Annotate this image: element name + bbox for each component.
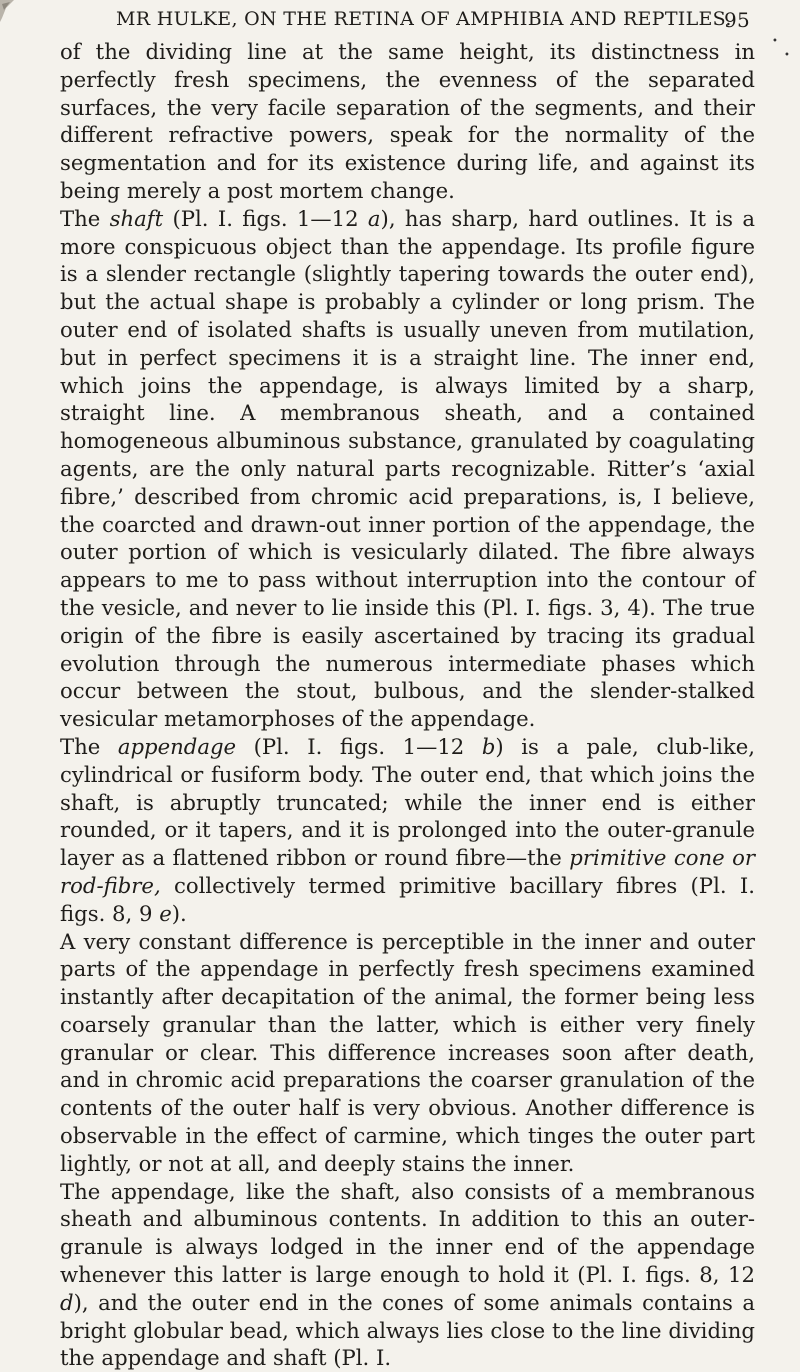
italic-term: appendage — [117, 733, 237, 759]
text-run: A very constant difference is perceptible in the inner and outer parts of the appendage in perfectly fresh specimens examined instantly after decapitation of the animal, the former being less coarsely granular than the latter, which is either very finely granular or clear. This difference increases soon after death, and in chromic acid preparations the coarser granulation of the contents of the outer half is very obvious. Another difference is observable in the effect of carmine, which tinges the outer part lightly, or not at all, and deeply stains the inner. — [60, 928, 755, 1176]
italic-term: shaft — [109, 205, 164, 231]
running-title: MR HULKE, ON THE RETINA OF AMPHIBIA AND REPTILES. — [116, 8, 732, 30]
text-run: (Pl. I. figs. 1—12 — [163, 205, 368, 231]
text-run: The — [60, 733, 118, 759]
italic-term: d — [60, 1289, 74, 1315]
paragraph — [60, 733, 755, 928]
body-text — [60, 38, 755, 1372]
text-run: ), and the outer end in the cones of some animals contains a bright globular bead, which always lies close to the line dividing the appendage and shaft (Pl. I. — [60, 1289, 755, 1371]
paragraph — [60, 205, 755, 733]
paragraph — [60, 1178, 755, 1372]
paragraph — [60, 38, 755, 205]
italic-term: a — [367, 205, 381, 231]
text-run: ), has sharp, hard outlines. It is a more conspicuous object than the appendage. Its profile figure is a slender rectangle (slightly tapering towards the outer end), but the actual shape is probably a cylinder or long prism. The outer end of isolated shafts is usually uneven from mutilation, but in perfect specimens it is a straight line. The inner end, which joins the appendage, is always limited by a sharp, straight line. A membranous sheath, and a contained homogeneous albuminous substance, granulated by coagulating agents, are the only natural parts recognizable. Ritter’s ‘axial fibre,’ described from chromic acid preparations, is, I believe, the coarcted and drawn-out inner portion of the appendage, the outer portion of which is vesicularly dilated. The fibre always appears to me to pass without interruption into the contour of the vesicle, and never to lie inside this (Pl. I. figs. 3, 4). The true origin of the fibre is easily ascertained by tracing its gradual evolution through the numerous intermediate phases which occur between the stout, bulbous, and the slender-stalked vesicular metamorphoses of the appendage. — [60, 205, 755, 732]
text-run: of the dividing line at the same height, its distinctness in perfectly fresh specimens, the evenness of the separated surfaces, the very facile separation of the segments, and their different refractive powers, speak for the normality of the segmentation and for its existence during life, and against its being merely a post mortem change. — [60, 39, 755, 203]
text-run: The — [60, 205, 110, 231]
italic-term: e — [159, 900, 172, 926]
italic-term: b — [481, 733, 496, 759]
text-run: (Pl. I. figs. 1—12 — [236, 733, 482, 759]
margin-speck: • — [784, 50, 790, 61]
text-run: ). — [171, 900, 187, 926]
text-run: ) is a pale, club-like, cylindrical or fusiform body. The outer end, that which joins the shaft, is abruptly truncated; while the inner end is either rounded, or it tapers, and it is prolonged into the outer-granule layer as a flattened ribbon or round fibre—the — [60, 733, 755, 871]
paragraph — [60, 928, 755, 1178]
page-number: 95 — [723, 8, 750, 32]
italic-term: primitive cone or rod-fibre, — [60, 845, 755, 898]
margin-speck: • — [772, 36, 778, 47]
text-run: collectively termed primitive bacillary fibres (Pl. I. figs. 8, 9 — [60, 872, 755, 926]
text-run: The appendage, like the shaft, also consists of a membranous sheath and albuminous contents. In addition to this an outer-granule is always lodged in the inner end of the appendage whenever this latter is large enough to hold it (Pl. I. figs. 8, 12 — [60, 1178, 755, 1288]
page-corner-decoration — [0, 0, 22, 22]
